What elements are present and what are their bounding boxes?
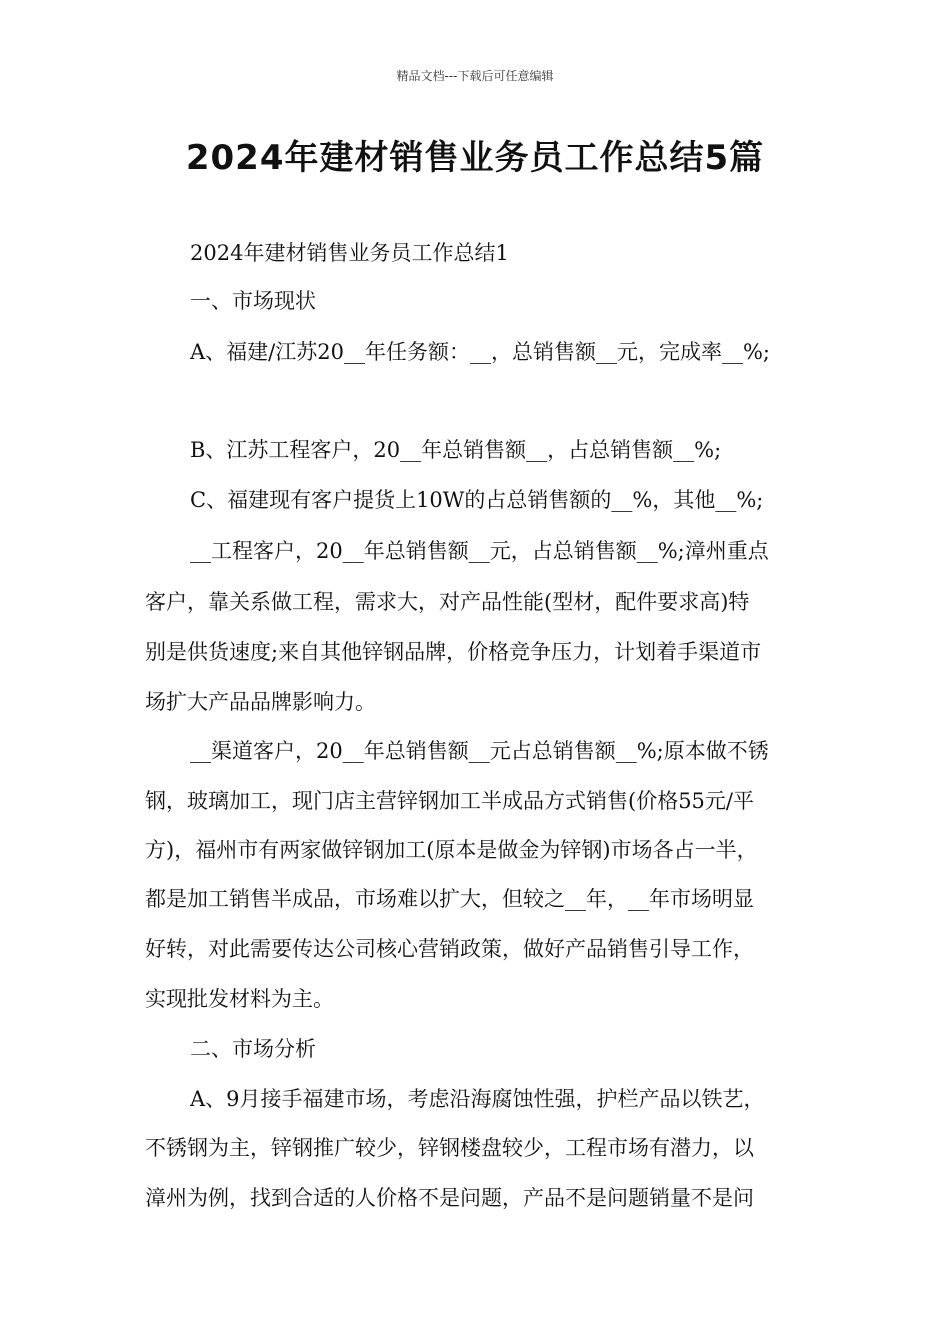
paragraph-line: 不锈钢为主，锌钢推广较少，锌钢楼盘较少，工程市场有潜力，以 [145, 1136, 754, 1160]
paragraph-line: 场扩大产品品牌影响力。 [145, 690, 376, 714]
section-heading-1: 2024年建材销售业务员工作总结1 [190, 241, 509, 265]
paragraph-line: C、福建现有客户提货上10W的占总销售额的__%，其他__%; [190, 488, 764, 512]
paragraph-line: 实现批发材料为主。 [145, 987, 334, 1011]
paragraph-line: 客户，靠关系做工程，需求大，对产品性能(型材，配件要求高)特 [145, 590, 750, 614]
subheading-market-status: 一、市场现状 [190, 289, 316, 313]
paragraph-line: 钢，玻璃加工，现门店主营锌钢加工半成品方式销售(价格55元/平 [145, 789, 754, 813]
paragraph-line: A、9月接手福建市场，考虑沿海腐蚀性强，护栏产品以铁艺， [190, 1087, 765, 1111]
paragraph-line: 漳州为例，找到合适的人价格不是问题，产品不是问题销量不是问 [145, 1186, 754, 1210]
paragraph-line: 别是供货速度;来自其他锌钢品牌，价格竞争压力，计划着手渠道市 [145, 640, 762, 664]
paragraph-line: 都是加工销售半成品，市场难以扩大，但较之__年，__年市场明显 [145, 887, 754, 911]
paragraph-line: 方)，福州市有两家做锌钢加工(原本是做金为锌钢)市场各占一半， [145, 838, 758, 862]
paragraph-line: __工程客户，20__年总销售额__元，占总销售额__%;漳州重点 [190, 539, 769, 563]
header-note: 精品文档---下载后可任意编辑 [396, 69, 554, 83]
paragraph-line: A、福建/江苏20__年任务额：__，总销售额__元，完成率__%; [190, 340, 770, 364]
paragraph-line: B、江苏工程客户，20__年总销售额__，占总销售额__%; [190, 438, 722, 462]
paragraph-line: __渠道客户，20__年总销售额__元占总销售额__%;原本做不锈 [190, 739, 769, 763]
document-title: 2024年建材销售业务员工作总结5篇 [185, 138, 765, 178]
paragraph-line: 好转，对此需要传达公司核心营销政策，做好产品销售引导工作， [145, 937, 754, 961]
subheading-market-analysis: 二、市场分析 [190, 1037, 316, 1061]
